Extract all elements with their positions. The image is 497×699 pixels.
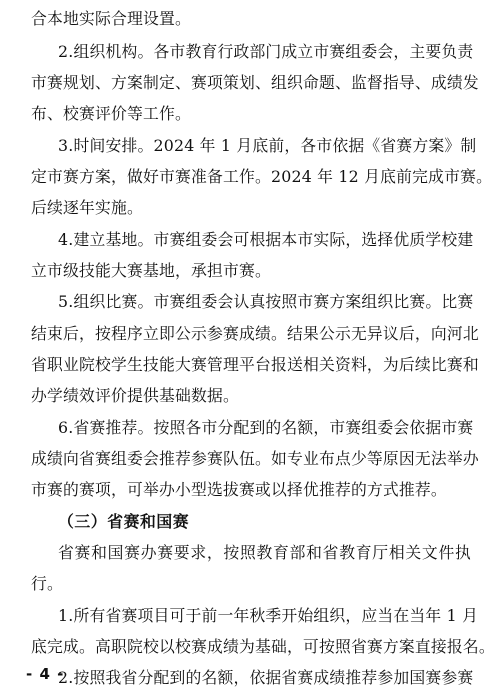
paragraph-line: 立市级技能大赛基地，承担市赛。: [31, 261, 271, 280]
paragraph-line: 2.组织机构。各市教育行政部门成立市赛组委会，主要负责: [58, 42, 474, 61]
paragraph-line: 成绩向省赛组委会推荐参赛队伍。如专业布点少等原因无法举办: [31, 449, 479, 468]
paragraph-line: 底完成。高职院校以校赛成绩为基础，可按照省赛方案直接报名。: [31, 637, 495, 656]
paragraph-line: 省职业院校学生技能大赛管理平台报送相关资料，为后续比赛和: [31, 355, 479, 374]
paragraph-line: 结束后，按程序立即公示参赛成绩。结果公示无异议后，向河北: [31, 324, 479, 343]
paragraph-line: 1.所有省赛项目可于前一年秋季开始组织，应当在当年 1 月: [58, 606, 479, 625]
section-heading: （三）省赛和国赛: [58, 512, 190, 531]
paragraph-line: 4.建立基地。市赛组委会可根据本市实际，选择优质学校建: [58, 230, 474, 249]
paragraph-line: 市赛规划、方案制定、赛项策划、组织命题、监督指导、成绩发: [31, 73, 479, 92]
paragraph-line: 6.省赛推荐。按照各市分配到的名额，市赛组委会依据市赛: [58, 418, 474, 437]
paragraph-line: 2.按照我省分配到的名额，依据省赛成绩推荐参加国赛参赛: [58, 668, 474, 687]
paragraph-line: 3.时间安排。2024 年 1 月底前，各市依据《省赛方案》制: [58, 136, 477, 155]
paragraph-line: 省赛和国赛办赛要求，按照教育部和省教育厅相关文件执: [58, 543, 471, 562]
paragraph-line: 后续逐年实施。: [31, 198, 143, 217]
paragraph-line: 办学绩效评价提供基础数据。: [31, 386, 239, 405]
paragraph-line: 5.组织比赛。市赛组委会认真按照市赛方案组织比赛。比赛: [58, 292, 474, 311]
paragraph-line: 市赛的赛项，可举办小型选拔赛或以择优推荐的方式推荐。: [31, 480, 447, 499]
paragraph-line: 行。: [31, 574, 63, 593]
paragraph-line: 布、校赛评价等工作。: [31, 104, 191, 123]
paragraph-line: 合本地实际合理设置。: [31, 9, 191, 28]
paragraph-line: 定市赛方案，做好市赛准备工作。2024 年 12 月底前完成市赛。: [31, 167, 493, 186]
page-number: - 4 -: [26, 665, 65, 683]
